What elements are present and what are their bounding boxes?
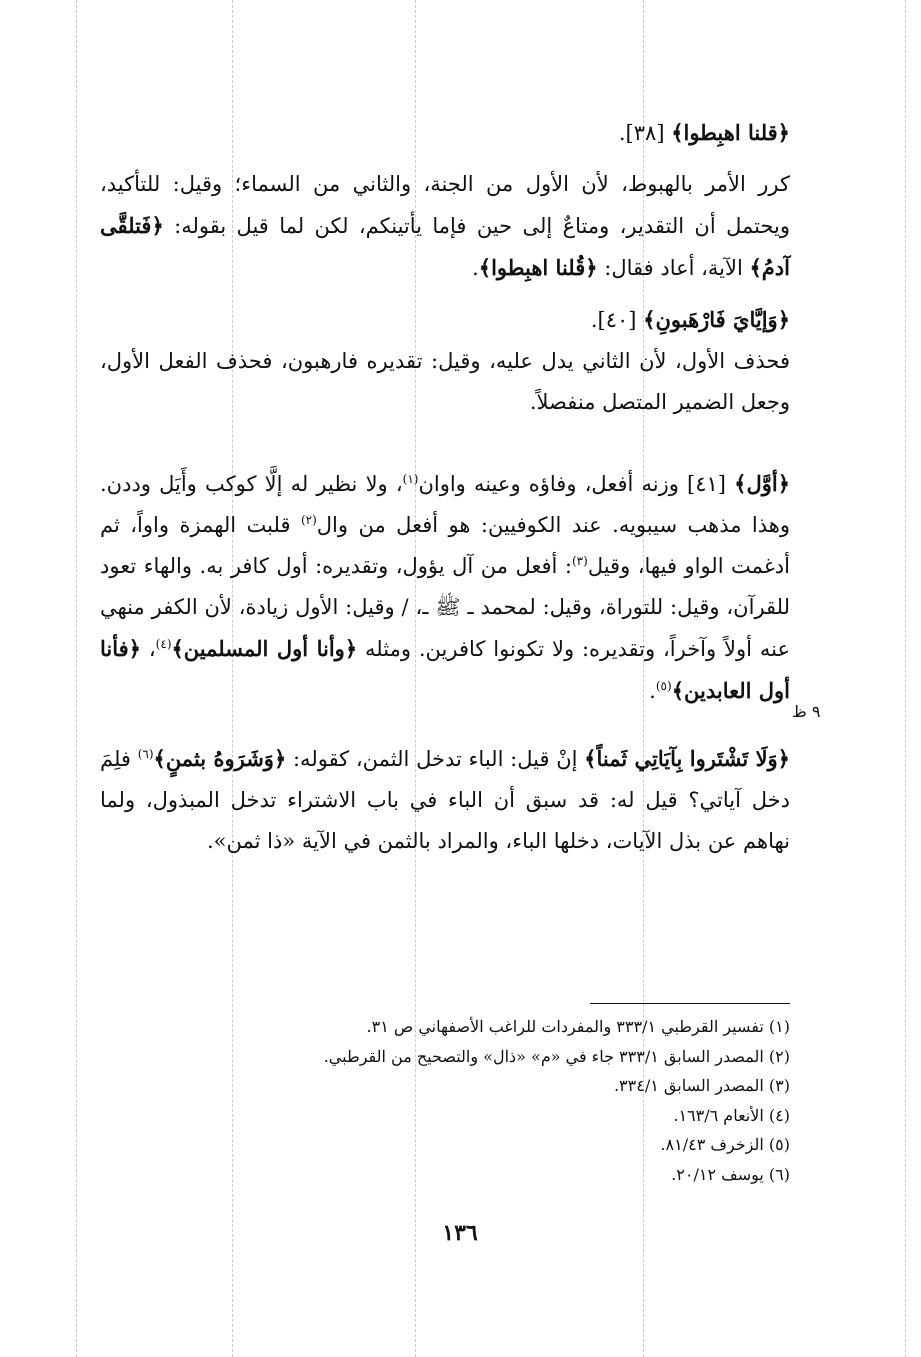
paragraph-text: فلِمَ دخل آياتي؟ قيل له: قد سبق أن الباء في باب الاشتراء تدخل المبذول، ولما نهاهم عن بذل الآيات، دخلها الباء، والمراد بالثمن في الآية «ذا ثمن». [100, 747, 790, 853]
paragraph-text: . [472, 256, 479, 280]
verse-heading-38 [100, 112, 790, 154]
paragraph-text: ، ولا نظير له إلَّا كوكب وأَيَل وددن. وهذا مذهب سيبويه. عند الكوفيين: هو أفعل من وال [100, 472, 791, 537]
verse-quote: ﴿قلنا اهبِطوا﴾ [671, 120, 790, 145]
footnote: (٢) المصدر السابق ٣٣٣/١ جاء في «م» «ذال» والتصحيح من القرطبي. [323, 1046, 790, 1066]
footnote: (٤) الأنعام ١٦٣/٦. [673, 1105, 790, 1125]
footnote: (٦) يوسف ٢٠/١٢. [671, 1164, 790, 1184]
verse-quote: ﴿فَتلقَّى آدمُ﴾ [100, 213, 790, 280]
commentary-paragraph-41 [100, 463, 790, 712]
guide-line [76, 0, 77, 1357]
footnote: (٥) الزخرف ٨١/٤٣. [660, 1135, 790, 1154]
footnote: (١) تفسير القرطبي ٣٣٣/١ والمفردات للراغب الأصفهاني ص ٣١. [366, 1017, 790, 1036]
footnote-ref: (٢) [300, 513, 317, 527]
commentary-paragraph [100, 164, 790, 289]
verse-quote: ﴿أوَّل﴾ [734, 471, 790, 496]
verse-quote: ﴿قُلنا اهبِطوا﴾ [478, 255, 598, 280]
paragraph-text: الآية، أعاد فقال: [597, 256, 750, 280]
commentary-paragraph [100, 341, 790, 423]
footnote-ref: (٦) [137, 747, 154, 761]
paragraph-text: قلبت الهمزة واواً، ثم أدغمت الواو فيها، وقيل [100, 513, 790, 578]
footnote-divider [590, 1003, 790, 1004]
footnote-ref: (٣) [571, 554, 588, 568]
footnotes [250, 1012, 790, 1189]
paragraph-text: [٤١] وزنه أفعل، وفاؤه وعينه واوان [418, 472, 735, 496]
guide-line [905, 0, 906, 1357]
paragraph-text: ، [141, 637, 156, 661]
verse-quote: ﴿فأنا أول العابدين﴾ [100, 636, 790, 703]
verse-heading-40 [100, 299, 790, 341]
footnote: (٣) المصدر السابق ٣٣٤/١. [613, 1076, 790, 1095]
footnote-ref: (٥) [655, 679, 672, 693]
verse-quote: ﴿وأنا أول المسلمين﴾ [171, 636, 358, 661]
footnote-ref: (٤) [155, 637, 172, 651]
main-text [100, 112, 790, 862]
page-number: ١٣٦ [442, 1220, 478, 1246]
verse-ref: [٤٠]. [590, 308, 644, 332]
commentary-paragraph [100, 738, 790, 862]
footnote-ref: (١) [402, 472, 419, 486]
verse-quote: ﴿وَشَرَوهُ بثمنٍ﴾ [153, 746, 287, 771]
verse-ref: [٣٨]. [618, 121, 672, 145]
folio-marker: ٩ ظ [792, 702, 821, 721]
verse-quote: ﴿وَإيَّايَ فَارْهَبونِ﴾ [643, 307, 790, 332]
paragraph-text: فحذف الأول، لأن الثاني يدل عليه، وقيل: تقديره فارهبون، فحذف الفعل الأول، وجعل الضمير المتصل منفصلاً. [100, 349, 790, 414]
paragraph-text: . [649, 679, 656, 703]
verse-quote: ﴿وَلَا تَشْتَروا بِآيَاتِي ثَمناً﴾ [584, 746, 790, 771]
paragraph-text: إنْ قيل: الباء تدخل الثمن، كقوله: [286, 747, 585, 771]
paragraph-text: كرر الأمر بالهبوط، لأن الأول من الجنة، والثاني من السماء؛ وقيل: للتأكيد، ويحتمل أن التقدير، ومتاعٌ إلى حين فإما يأتينكم، لكن لما قيل بقوله: [100, 172, 790, 238]
paragraph-text: : أفعل من آل يؤول، وتقديره: أول كافر به. والهاء تعود للقرآن، وقيل: للتوراة، وقيل: لمحمد ـ ﷺ ـ، / وقيل: الأول زيادة، لأن الكفر منهي عنه أولاً وآخراً، وتقديره: ولا تكونوا كافرين. ومثله [100, 554, 791, 661]
